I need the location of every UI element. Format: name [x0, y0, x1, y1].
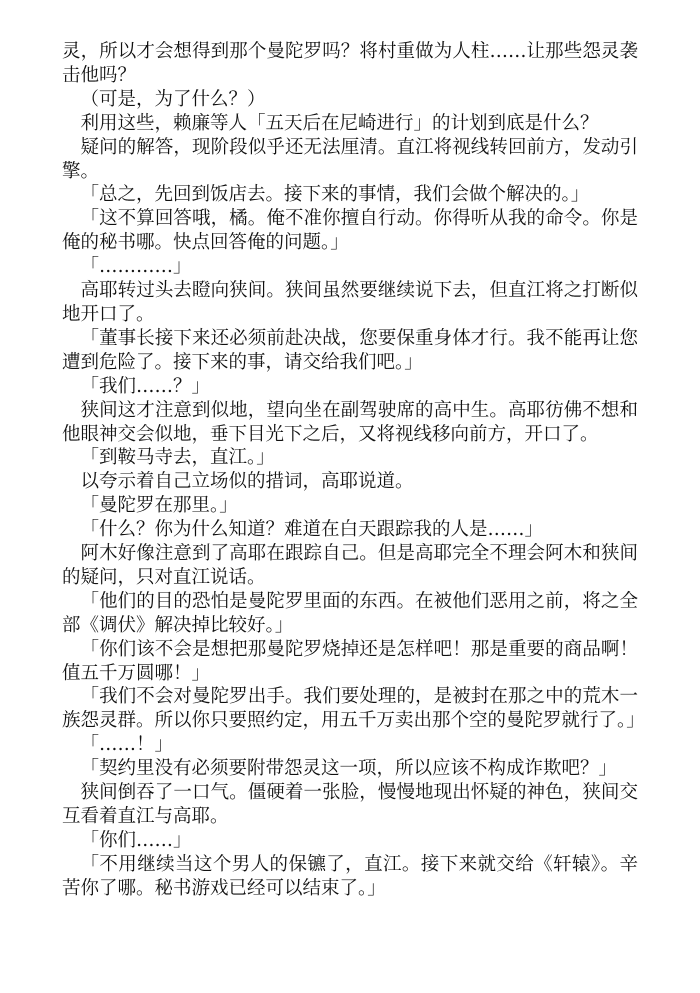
paragraph: 阿木好像注意到了高耶在跟踪自己。但是高耶完全不理会阿木和狭间的疑问，只对直江说话。 — [62, 543, 638, 588]
paragraph: 以夸示着自己立场似的措词，高耶说道。 — [80, 471, 414, 493]
paragraph: 「他们的目的恐怕是曼陀罗里面的东西。在被他们恶用之前，将之全部《调伏》解决掉比较好。」 — [62, 590, 638, 636]
paragraph: 「什么？你为什么知道？难道在白天跟踪我的人是……」 — [80, 519, 544, 541]
paragraph: 「我们不会对曼陀罗出手。我们要处理的，是被封在那之中的荒木一族怨灵群。所以你只要照约定，用五千万卖出那个空的曼陀罗就行了。」 — [62, 686, 645, 732]
paragraph: 「你们该不会是想把那曼陀罗烧掉还是怎样吧！那是重要的商品啊！值五千万圆哪！」 — [62, 638, 638, 684]
paragraph: 「…………」 — [80, 256, 192, 278]
paragraph: 「你们……」 — [80, 829, 192, 851]
paragraph: 「到鞍马寺去，直江。」 — [80, 447, 275, 469]
paragraph: 疑问的解答，现阶段似乎还无法厘清。直江将视线转回前方，发动引擎。 — [62, 136, 638, 182]
paragraph: 利用这些，赖廉等人「五天后在尼崎进行」的计划到底是什么？ — [80, 112, 599, 134]
paragraph: 「董事长接下来还必须前赴决战，您要保重身体才行。我不能再让您遭到危险了。接下来的事，请交给我们吧。」 — [62, 327, 638, 373]
paragraph: 灵，所以才会想得到那个曼陀罗吗？将村重做为人柱……让那些怨灵袭击他吗？ — [62, 41, 638, 86]
paragraph: 「契约里没有必须要附带怨灵这一项，所以应该不构成诈欺吧？」 — [80, 758, 618, 780]
paragraph: 「不用继续当这个男人的保镳了，直江。接下来就交给《轩辕》。辛苦你了哪。秘书游戏已经可以结束了。」 — [62, 853, 638, 899]
paragraph: 「……！」 — [80, 734, 174, 756]
paragraph: 「我们……？」 — [80, 375, 211, 397]
paragraph: 「这不算回答哦，橘。俺不准你擅自行动。你得听从我的命令。你是俺的秘书哪。快点回答俺的问题。」 — [62, 208, 638, 254]
document-page — [62, 40, 645, 901]
paragraph: 「总之，先回到饭店去。接下来的事情，我们会做个解决的。」 — [80, 184, 590, 206]
paragraph: （可是，为了什么？） — [80, 88, 266, 110]
paragraph: 「曼陀罗在那里。」 — [80, 495, 238, 517]
paragraph: 高耶转过头去瞪向狭间。狭间虽然要继续说下去，但直江将之打断似地开口了。 — [62, 280, 638, 325]
paragraph: 狭间这才注意到似地，望向坐在副驾驶席的高中生。高耶彷佛不想和他眼神交会似地，垂下目光下之后，又将视线移向前方，开口了。 — [62, 399, 638, 445]
paragraph: 狭间倒吞了一口气。僵硬着一张脸，慢慢地现出怀疑的神色，狭间交互看着直江与高耶。 — [62, 782, 638, 827]
